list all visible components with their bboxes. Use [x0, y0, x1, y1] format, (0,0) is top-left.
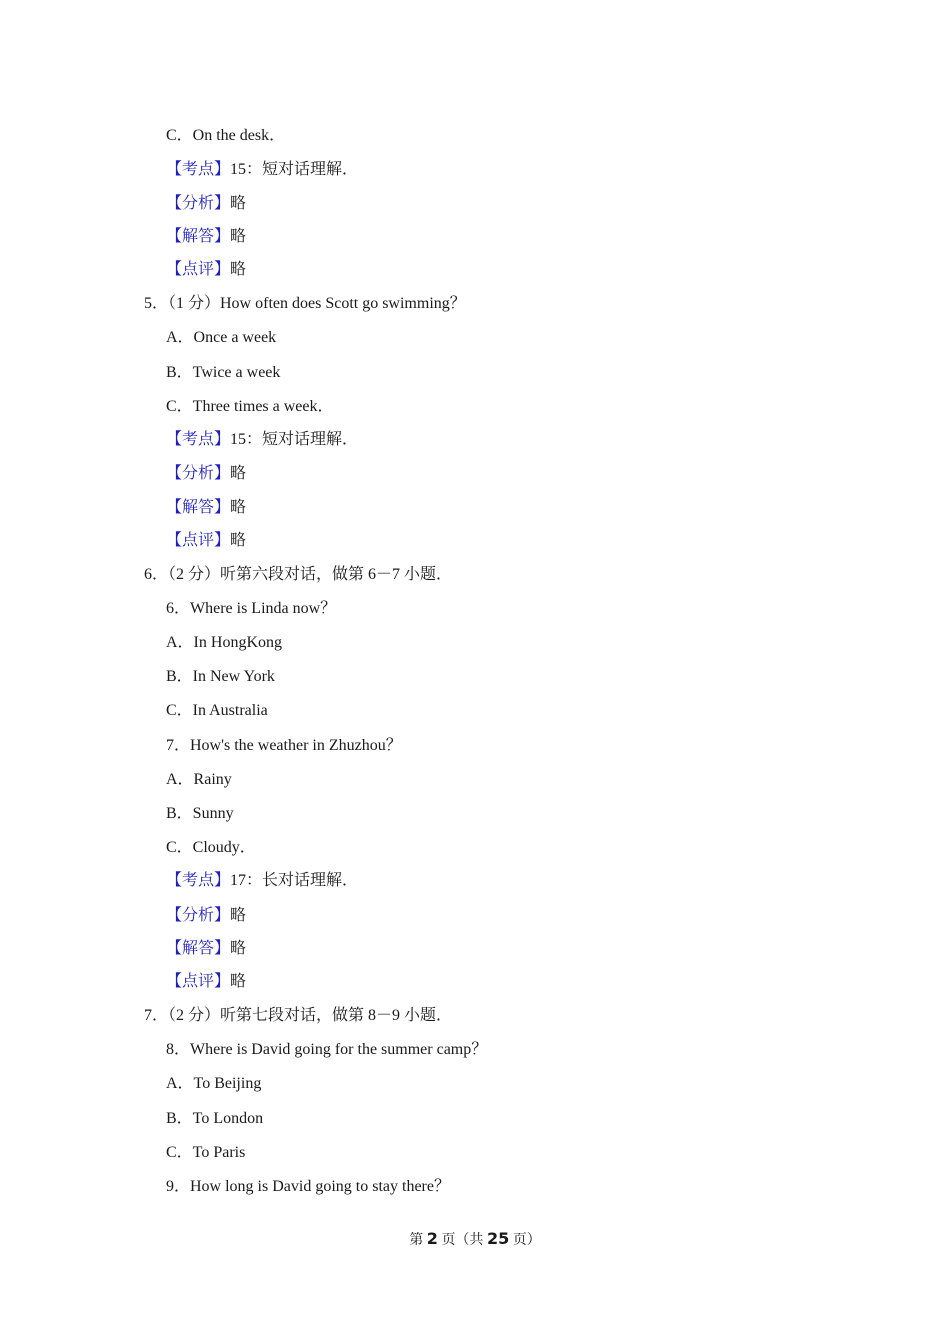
text-line	[166, 701, 268, 721]
text-line	[166, 770, 232, 790]
annotation-line	[166, 498, 246, 518]
annotation-line	[166, 260, 246, 280]
annotation-line	[166, 906, 246, 926]
question-heading	[144, 294, 466, 314]
annotation-tag: 【考点】	[166, 431, 231, 448]
line-text: A．To Beijing	[166, 1075, 262, 1092]
text-line	[166, 1143, 245, 1163]
annotation-tag: 【点评】	[166, 532, 231, 549]
annotation-line	[166, 871, 358, 891]
annotation-tag: 【分析】	[166, 907, 231, 924]
line-text: 7．How's the weather in Zhuzhou？	[166, 737, 402, 754]
annotation-tag: 【点评】	[166, 261, 231, 278]
line-text: 略	[230, 261, 247, 278]
text-line	[166, 667, 275, 687]
text-line	[166, 736, 402, 756]
line-text: 6．Where is Linda now？	[166, 600, 337, 617]
line-text: 5．（1 分）How often does Scott go swimming？	[144, 295, 466, 312]
text-line	[166, 633, 282, 653]
line-text: 15：短对话理解．	[230, 431, 359, 448]
line-text: 7．（2 分）听第七段对话，做第 8－9 小题．	[144, 1007, 453, 1024]
line-text: C．Cloudy．	[166, 839, 256, 856]
line-text: 略	[230, 465, 247, 482]
text-line	[166, 397, 334, 417]
line-text: 9．How long is David going to stay there？	[166, 1178, 450, 1195]
text-line	[166, 328, 276, 348]
line-text: 15：短对话理解．	[230, 161, 359, 178]
text-line	[166, 1177, 450, 1197]
annotation-tag: 【解答】	[166, 228, 231, 245]
text-line	[166, 363, 280, 383]
line-text: 略	[230, 907, 247, 924]
line-text: A．Rainy	[166, 771, 232, 788]
line-text: A．In HongKong	[166, 634, 282, 651]
annotation-tag: 【解答】	[166, 940, 231, 957]
text-line	[166, 1109, 263, 1129]
annotation-line	[166, 430, 358, 450]
line-text: 略	[230, 195, 247, 212]
page-footer	[0, 1229, 950, 1251]
footer-prefix: 第	[409, 1233, 424, 1248]
text-line	[166, 1040, 487, 1060]
line-text: B．In New York	[166, 668, 275, 685]
line-text: C．Three times a week．	[166, 398, 334, 415]
line-text: A．Once a week	[166, 329, 277, 346]
annotation-line	[166, 160, 358, 180]
line-text: 略	[230, 973, 247, 990]
question-heading	[144, 565, 452, 585]
line-text: 略	[230, 940, 247, 957]
total-pages-number: 25	[486, 1229, 510, 1248]
footer-suffix: 页）	[512, 1233, 541, 1248]
annotation-tag: 【分析】	[166, 195, 231, 212]
footer-middle: 页（共	[441, 1233, 484, 1248]
annotation-line	[166, 972, 246, 992]
annotation-tag: 【解答】	[166, 499, 231, 516]
annotation-tag: 【考点】	[166, 872, 231, 889]
annotation-line	[166, 939, 246, 959]
annotation-line	[166, 194, 246, 214]
annotation-line	[166, 531, 246, 551]
annotation-line	[166, 227, 246, 247]
line-text: 6．（2 分）听第六段对话，做第 6－7 小题．	[144, 566, 453, 583]
annotation-line	[166, 464, 246, 484]
line-text: 17：长对话理解．	[230, 872, 359, 889]
line-text: 略	[230, 532, 247, 549]
text-line	[166, 804, 234, 824]
annotation-tag: 【考点】	[166, 161, 231, 178]
line-text: C．On the desk．	[166, 127, 286, 144]
current-page-number: 2	[426, 1229, 438, 1248]
line-text: 略	[230, 228, 247, 245]
text-line	[166, 1074, 261, 1094]
annotation-tag: 【点评】	[166, 973, 231, 990]
line-text: C．In Australia	[166, 702, 268, 719]
text-line	[166, 838, 256, 858]
line-text: 略	[230, 499, 247, 516]
annotation-tag: 【分析】	[166, 465, 231, 482]
line-text: 8．Where is David going for the summer camp？	[166, 1041, 488, 1058]
text-line	[166, 599, 336, 619]
line-text: B．Twice a week	[166, 364, 281, 381]
question-heading	[144, 1006, 452, 1026]
line-text: B．To London	[166, 1110, 264, 1127]
text-line	[166, 126, 285, 146]
line-text: B．Sunny	[166, 805, 234, 822]
line-text: C．To Paris	[166, 1144, 246, 1161]
